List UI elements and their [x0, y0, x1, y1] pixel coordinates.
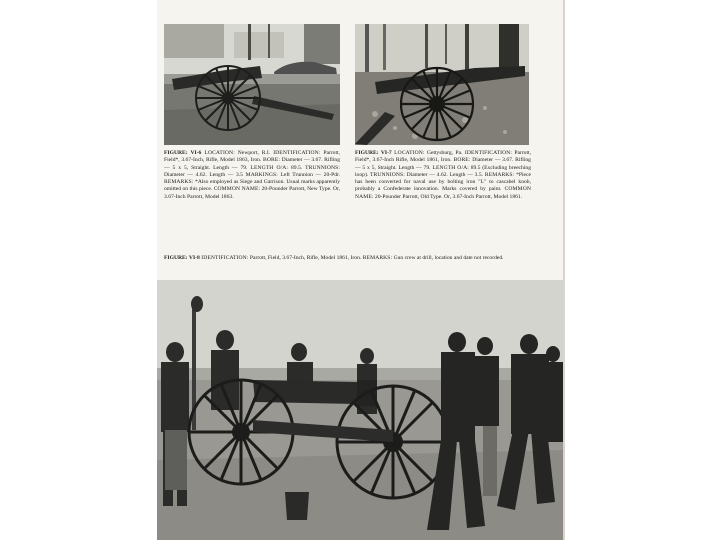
caption-part: 20-Pounder Parrott, New Type. Or, 3.67-Inch Parrott, Model 1863.: [164, 186, 340, 200]
caption-part: Left Trunnion — 20-Pdr.: [277, 171, 341, 178]
figure-vi-8-caption: [164, 255, 536, 262]
caption-part: 89.5.: [288, 164, 303, 171]
caption-part: TRUNNIONS:: [302, 164, 340, 171]
caption-part: Gettysburg, Pa.: [424, 150, 463, 156]
figure-vi-8-photo: [157, 280, 563, 540]
caption-part: Parrott, Field, 3.67-Inch, Rifle, Model 1861, Iron.: [248, 255, 362, 261]
figure-vi-6-caption: [164, 150, 340, 201]
figure-vi-7-photo: [355, 24, 529, 145]
caption-part: IDENTIFICATION:: [270, 150, 321, 156]
caption-part: FIGURE: VI-7: [355, 150, 392, 156]
caption-part: Parrott, Field*, 3.67-Inch Rifle, Model 1861, Iron.: [355, 150, 531, 164]
caption-part: 20-Pounder Parrott, Old Type. Or, 3.67-Inch Parrott, Model 1861.: [373, 193, 523, 200]
caption-part: REMARKS:: [361, 255, 393, 261]
caption-part: FIGURE: VI-6: [164, 150, 202, 156]
caption-part: *Piece has been converted for naval use by bolting iron "L" to cascabel knob, probably a Confederate innovation. Marks covered by paint.: [355, 171, 531, 193]
caption-part: LOCATION:: [201, 150, 235, 156]
caption-part: FIGURE: VI-8: [164, 255, 200, 261]
caption-part: Gun crew at drill, location and date not recorded.: [392, 255, 504, 261]
caption-part: BORE:: [451, 157, 471, 164]
page-edge: [563, 0, 565, 540]
caption-part: COMMON NAME:: [212, 186, 261, 193]
caption-part: TRUNNIONS:: [368, 171, 405, 178]
caption-part: MARKINGS:: [242, 171, 278, 178]
figure-vi-7-caption: [355, 150, 531, 201]
caption-part: *Also employed as Siege and Garrison. Usual marks apparently omitted on this piece.: [164, 179, 340, 193]
caption-part: REMARKS:: [164, 179, 194, 186]
caption-part: Newport, R.I.: [234, 150, 271, 156]
caption-part: Diameter — 3.67. Rifling — 5 x 5, Straight. Length — 79.: [355, 157, 531, 171]
caption-part: Diameter — 4.62. Length — 3.5.: [404, 171, 484, 178]
figure-vi-6-photo: [164, 24, 340, 145]
caption-part: 89.5 (Excluding breeching loop).: [355, 164, 531, 178]
caption-part: LOCATION:: [391, 150, 425, 156]
caption-part: LENGTH O/A:: [247, 164, 289, 171]
caption-part: BORE:: [261, 157, 281, 164]
caption-part: Diameter — 3.67. Rifling — 5 x 5, Straight. Length — 79.: [164, 157, 340, 171]
caption-part: Diameter — 4.62. Length — 3.5: [164, 171, 243, 178]
caption-part: COMMON NAME:: [355, 186, 531, 200]
caption-part: REMARKS:: [483, 171, 515, 178]
caption-part: Parrott, Field*, 3.67-Inch, Rifle, Model 1863, Iron.: [164, 150, 340, 164]
caption-part: IDENTIFICATION:: [199, 255, 249, 261]
caption-part: IDENTIFICATION:: [462, 150, 513, 156]
caption-part: LENGTH O/A:: [430, 164, 469, 171]
